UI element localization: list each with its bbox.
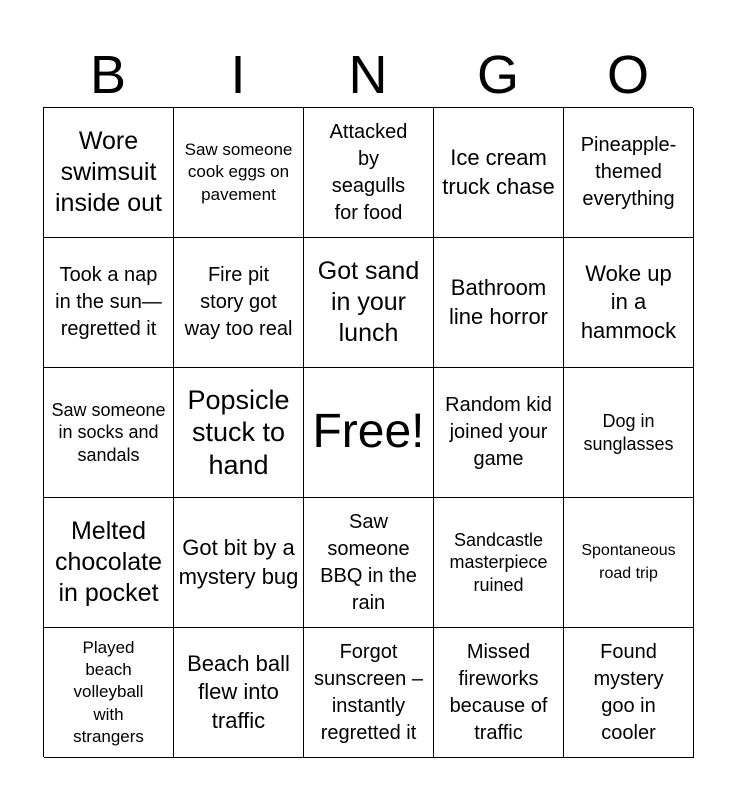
bingo-cell-r3c5[interactable]: [564, 368, 694, 498]
bingo-cell-r4c1[interactable]: [44, 498, 174, 628]
free-space: Free!: [312, 405, 425, 459]
cell-text: Forgot sunscreen – instantly regretted it: [314, 640, 423, 744]
bingo-cell-r2c4[interactable]: [434, 238, 564, 368]
cell-text: Pineapple-themed everything: [580, 134, 677, 210]
bingo-cell-r4c5[interactable]: [564, 498, 694, 628]
header-letter-g: G: [476, 45, 519, 105]
cell-text: Saw someone cook eggs on pavement: [184, 140, 293, 204]
bingo-cell-r4c4[interactable]: [434, 498, 564, 628]
cell-text: Woke up in a hammock: [580, 260, 677, 343]
bingo-cell-r1c5[interactable]: [564, 108, 694, 238]
cell-text: Saw someone in socks and sandals: [51, 399, 166, 465]
bingo-cell-r3c1[interactable]: [44, 368, 174, 498]
bingo-cell-r5c2[interactable]: [174, 628, 304, 758]
cell-text: Got sand in your lunch: [317, 256, 420, 348]
cell-text: Missed fireworks because of traffic: [449, 640, 548, 744]
bingo-cell-r2c1[interactable]: [44, 238, 174, 368]
cell-text: Took a nap in the sun—regretted it: [55, 264, 162, 340]
cell-text: Dog in sunglasses: [583, 411, 674, 454]
cell-text: Ice cream truck chase: [442, 144, 555, 199]
bingo-cell-r4c3[interactable]: [304, 498, 434, 628]
bingo-cell-r2c3[interactable]: [304, 238, 434, 368]
cell-text: Sandcastle masterpiece ruined: [449, 529, 548, 595]
bingo-cell-r4c2[interactable]: [174, 498, 304, 628]
bingo-cell-r5c3[interactable]: [304, 628, 434, 758]
cell-text: Beach ball flew into traffic: [187, 650, 290, 733]
cell-text: Popsicle stuck to hand: [187, 384, 290, 480]
bingo-cell-r5c5[interactable]: [564, 628, 694, 758]
cell-text: Attacked by seagulls for food: [329, 120, 408, 224]
header-letter-o: O: [606, 45, 649, 105]
cell-text: Spontaneous road trip: [581, 542, 676, 582]
bingo-cell-r2c2[interactable]: [174, 238, 304, 368]
bingo-cell-r3c3[interactable]: [304, 368, 434, 498]
cell-text: Found mystery goo in cooler: [593, 640, 664, 744]
cell-text: Bathroom line horror: [448, 274, 549, 329]
bingo-cell-r3c2[interactable]: [174, 368, 304, 498]
cell-text: Played beach volleyball with strangers: [73, 638, 144, 746]
header-letter-i: I: [230, 45, 246, 105]
bingo-cell-r1c2[interactable]: [174, 108, 304, 238]
bingo-cell-r2c5[interactable]: [564, 238, 694, 368]
bingo-grid: [43, 107, 693, 757]
bingo-cell-r1c4[interactable]: [434, 108, 564, 238]
bingo-cell-r3c4[interactable]: [434, 368, 564, 498]
bingo-cell-r1c3[interactable]: [304, 108, 434, 238]
bingo-header: [43, 44, 693, 106]
header-letter-n: N: [348, 45, 388, 105]
bingo-cell-r5c4[interactable]: [434, 628, 564, 758]
cell-text: Fire pit story got way too real: [184, 264, 293, 340]
cell-text: Wore swimsuit inside out: [54, 126, 163, 218]
bingo-cell-r1c1[interactable]: [44, 108, 174, 238]
cell-text: Saw someone BBQ in the rain: [320, 510, 417, 614]
header-letter-b: B: [89, 45, 127, 105]
bingo-cell-r5c1[interactable]: [44, 628, 174, 758]
cell-text: Got bit by a mystery bug: [178, 534, 299, 589]
cell-text: Random kid joined your game: [445, 394, 552, 470]
cell-text: Melted chocolate in pocket: [54, 516, 163, 608]
